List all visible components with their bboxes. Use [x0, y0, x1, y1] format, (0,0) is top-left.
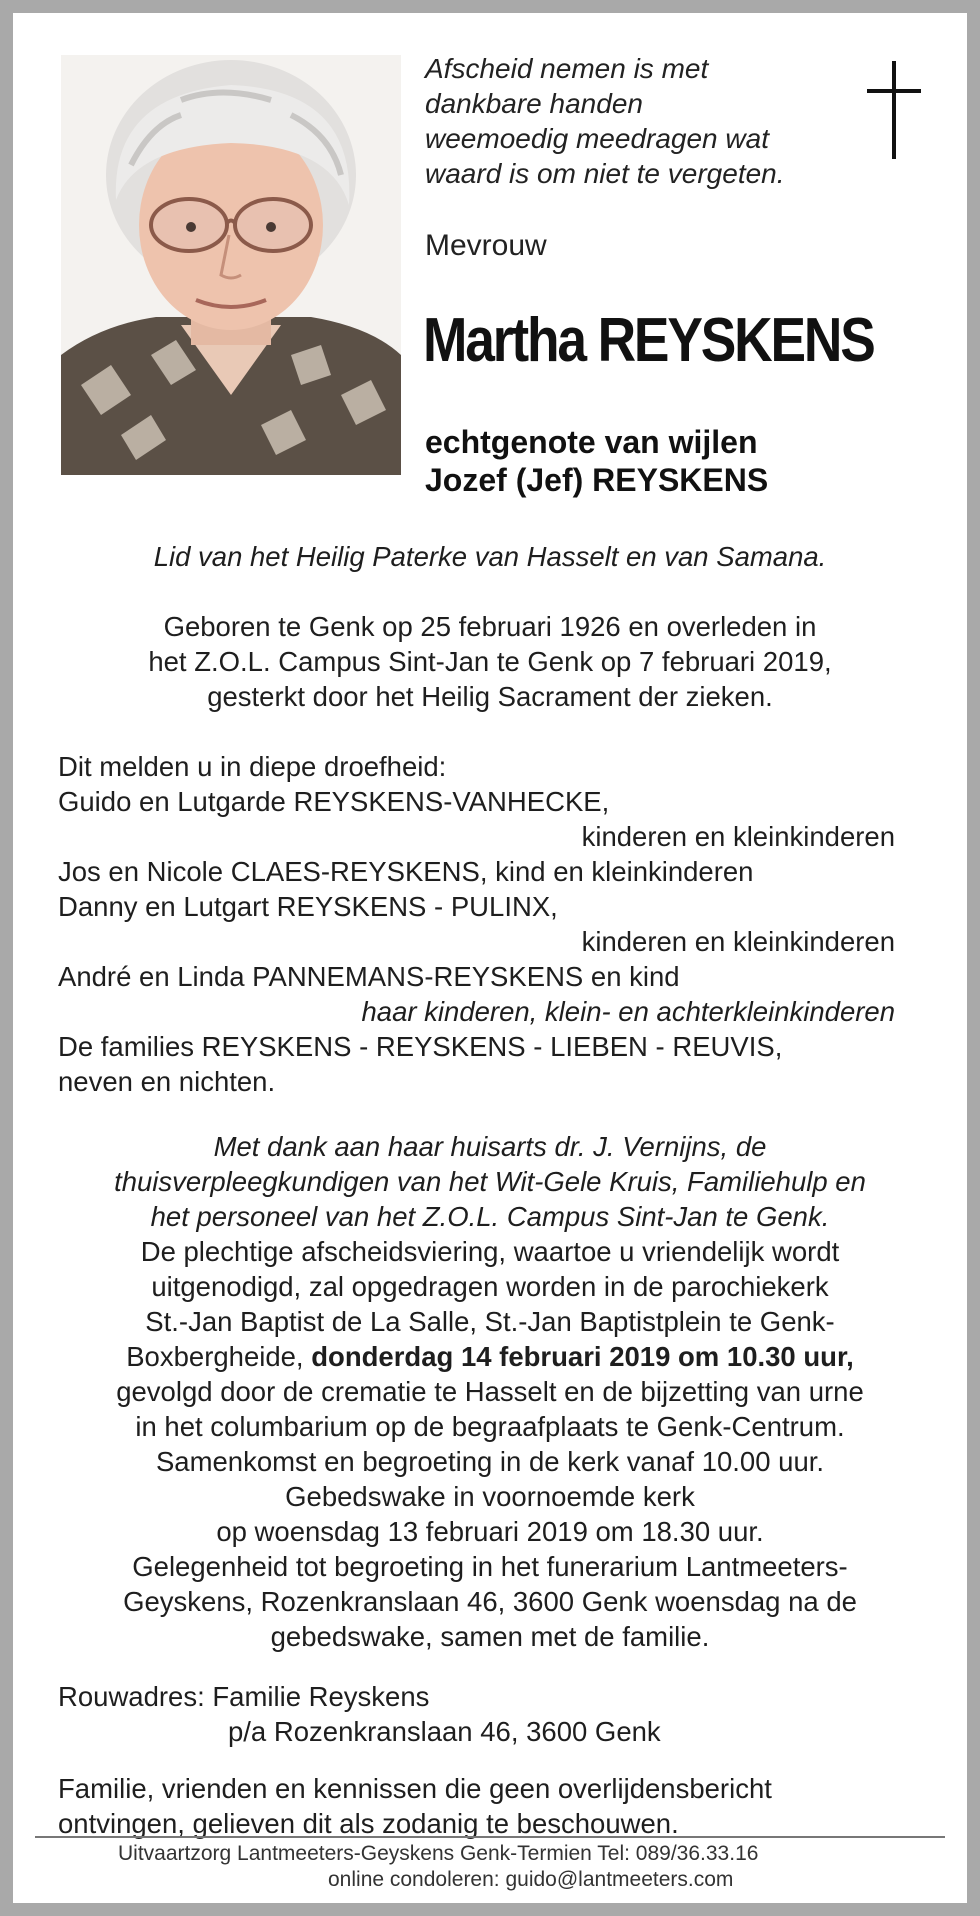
family-sub-line: kinderen en kleinkinderen — [581, 926, 895, 957]
condolence-line: online condoleren: guido@lantmeeters.com — [328, 1868, 734, 1891]
ceremony-line: St.-Jan Baptist de La Salle, St.-Jan Baptistplein te Genk- — [145, 1306, 835, 1337]
ceremony-line: Gelegenheid tot begroeting in het funerarium Lantmeeters- — [132, 1551, 848, 1582]
honorific: Mevrouw — [425, 229, 547, 262]
family-line: Guido en Lutgarde REYSKENS-VANHECKE, — [58, 786, 610, 817]
family-line: Jos en Nicole CLAES-REYSKENS, kind en kleinkinderen — [58, 856, 754, 887]
family-line: De families REYSKENS - REYSKENS - LIEBEN - REUVIS, — [58, 1031, 783, 1062]
portrait-photo — [61, 55, 401, 475]
family-sub-line: haar kinderen, klein- en achterkleinkinderen — [361, 996, 895, 1027]
cross-icon — [865, 61, 925, 166]
family-line: Danny en Lutgart REYSKENS - PULINX, — [58, 891, 558, 922]
spouse-info — [425, 423, 768, 499]
birth-line: het Z.O.L. Campus Sint-Jan te Genk op 7 februari 2019, — [148, 646, 832, 677]
ceremony-line: op woensdag 13 februari 2019 om 18.30 uur. — [216, 1516, 764, 1547]
deceased-name: Martha REYSKENS — [423, 306, 874, 375]
farewell-quote — [425, 51, 845, 191]
family-line: André en Linda PANNEMANS-REYSKENS en kind — [58, 961, 680, 992]
quote-line: Afscheid nemen is met — [425, 53, 709, 84]
thanks-line: Met dank aan haar huisarts dr. J. Vernijns, de — [213, 1131, 767, 1162]
ceremony-line: gevolgd door de crematie te Hasselt en de bijzetting van urne — [116, 1376, 864, 1407]
thanks-line: het personeel van het Z.O.L. Campus Sint-Jan te Genk. — [150, 1201, 830, 1232]
birth-line: Geboren te Genk op 25 februari 1926 en overleden in — [163, 611, 817, 642]
quote-line: waard is om niet te vergeten. — [425, 158, 785, 189]
closing-line: ontvingen, gelieven dit als zodanig te beschouwen. — [58, 1808, 679, 1839]
ceremony-line: in het columbarium op de begraafplaats te Genk-Centrum. — [135, 1411, 845, 1442]
ceremony-place: Boxbergheide, — [126, 1341, 312, 1372]
funeral-home-line: Uitvaartzorg Lantmeeters-Geyskens Genk-Termien Tel: 089/36.33.16 — [118, 1842, 759, 1865]
ceremony-line: Samenkomst en begroeting in de kerk vanaf 10.00 uur. — [155, 1446, 825, 1477]
ceremony-line: Geyskens, Rozenkranslaan 46, 3600 Genk woensdag na de — [123, 1586, 857, 1617]
thanks-line: thuisverpleegkundigen van het Wit-Gele Kruis, Familiehulp en — [114, 1166, 866, 1197]
ceremony-line: De plechtige afscheidsviering, waartoe u vriendelijk wordt — [140, 1236, 840, 1267]
ceremony-line: gebedswake, samen met de familie. — [270, 1621, 710, 1652]
ceremony-line: uitgenodigd, zal opgedragen worden in de parochiekerk — [151, 1271, 829, 1302]
footer-divider — [35, 1836, 945, 1838]
closing-line: Familie, vrienden en kennissen die geen overlijdensbericht — [58, 1773, 772, 1804]
family-line: neven en nichten. — [58, 1066, 276, 1097]
membership-line: Lid van het Heilig Paterke van Hasselt en van Samana. — [153, 541, 827, 572]
quote-line: weemoedig meedragen wat — [425, 123, 769, 154]
ceremony-line — [13, 1341, 967, 1373]
announce-intro: Dit melden u in diepe droefheid: — [58, 751, 447, 782]
ceremony-date: donderdag 14 februari 2019 om 10.30 uur, — [311, 1341, 854, 1372]
ceremony-line: Gebedswake in voornoemde kerk — [285, 1481, 695, 1512]
family-sub-line: kinderen en kleinkinderen — [581, 821, 895, 852]
address-line: Rouwadres: Familie Reyskens — [58, 1681, 430, 1712]
quote-line: dankbare handen — [425, 88, 643, 119]
spouse-line: Jozef (Jef) REYSKENS — [425, 462, 769, 498]
address-line: p/a Rozenkranslaan 46, 3600 Genk — [228, 1716, 661, 1747]
spouse-line: echtgenote van wijlen — [425, 424, 758, 460]
obituary-card — [13, 13, 967, 1903]
birth-line: gesterkt door het Heilig Sacrament der zieken. — [207, 681, 773, 712]
